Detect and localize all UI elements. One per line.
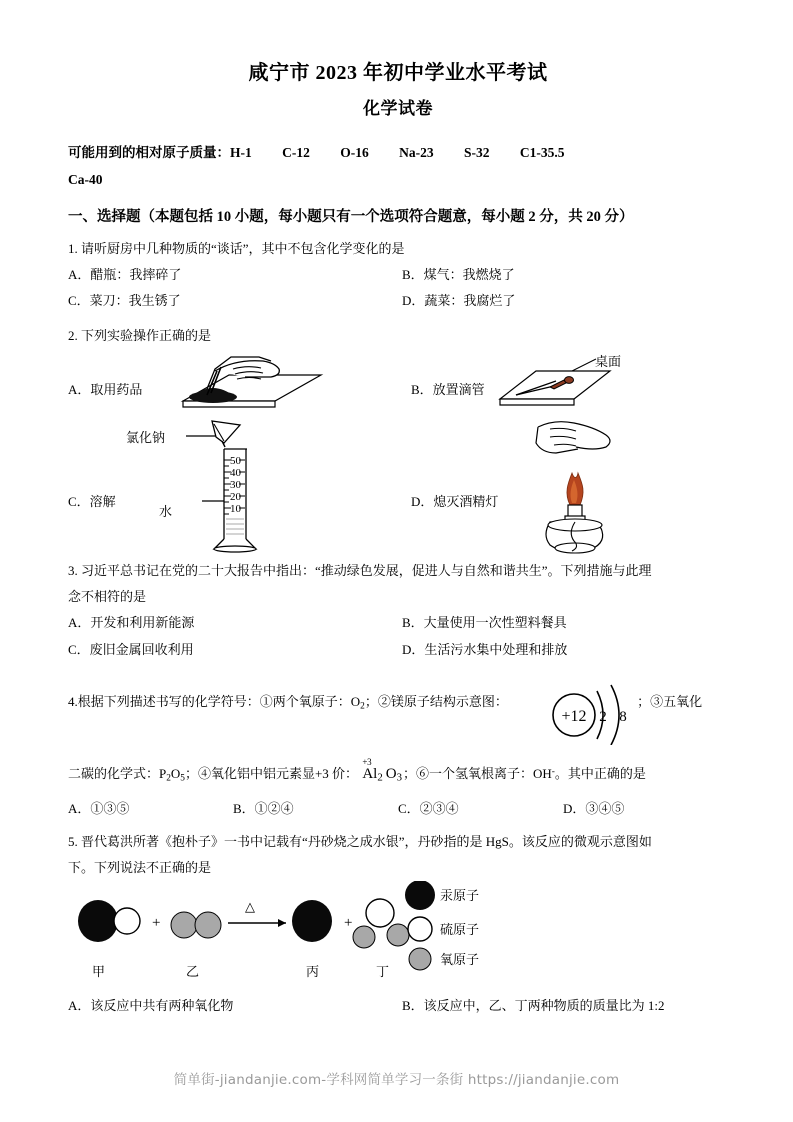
- oxygen-atom-swatch: [409, 948, 431, 970]
- svg-text:40: 40: [230, 466, 241, 479]
- question-3-option-a[interactable]: A．开发和利用新能源: [68, 614, 195, 630]
- atom-shell-2-electrons: 8: [619, 709, 627, 726]
- dissolving-figure: [184, 419, 314, 554]
- atomic-masses-line-2: Ca-40: [68, 172, 103, 187]
- question-1-option-c[interactable]: C．菜刀：我生锈了: [68, 293, 181, 309]
- aluminium-symbol: Al: [362, 765, 378, 782]
- aluminium-subscript: 2: [377, 771, 383, 784]
- oxygen-subscript: 2: [360, 701, 365, 712]
- substance-label-yi: 乙: [186, 963, 200, 979]
- question-3-stem: [68, 558, 728, 584]
- water-label: 水: [159, 503, 173, 519]
- sulfur-atom-swatch: [408, 917, 432, 941]
- question-2-figures: [68, 351, 728, 556]
- atom-nucleus-charge: +12: [561, 708, 587, 726]
- question-3-option-c[interactable]: C．废旧金属回收利用: [68, 641, 194, 657]
- question-2-stem: [68, 323, 728, 349]
- question-4-text-line-2a: 二碳的化学式：P: [68, 766, 167, 782]
- svg-text:△: △: [245, 898, 255, 914]
- question-3-options-row-2: [68, 637, 728, 664]
- question-4-option-c[interactable]: C．②③④: [398, 801, 459, 817]
- reaction-molecule-diagram: [72, 887, 442, 963]
- legend-label-sulfur: 硫原子: [440, 921, 480, 937]
- magnesium-atom-structure-diagram: [547, 681, 665, 745]
- question-4-text-part-1b: ；②镁原子结构示意图：: [364, 694, 508, 710]
- question-4-stem-line-2: [68, 756, 728, 788]
- svg-text:50: 50: [230, 454, 241, 467]
- svg-text:+: +: [344, 914, 353, 931]
- question-4-option-b[interactable]: B．①②④: [233, 801, 294, 817]
- question-2-option-c[interactable]: C．溶解: [68, 493, 116, 509]
- svg-text:+: +: [152, 914, 161, 931]
- hydroxide-charge: -: [551, 767, 555, 777]
- svg-text:30: 30: [230, 478, 241, 491]
- question-4-options-row: [68, 796, 728, 823]
- question-3-text-line-2: 念不相符的是: [68, 588, 147, 604]
- atomic-masses-line-1: 可能用到的相对原子质量：H-1 C-12 O-16 Na-23 S-32 C1-35.5: [68, 145, 565, 160]
- page-content: [68, 58, 728, 1020]
- question-5-microscopic-diagram: [68, 887, 728, 985]
- question-4-text-line-2c: ；⑥一个氢氧根离子：OH: [402, 766, 552, 782]
- legend-label-mercury: 汞原子: [440, 887, 480, 903]
- page-subtitle: 化学试卷: [363, 99, 433, 118]
- question-5-text-line-2: 下。下列说法不正确的是: [68, 859, 212, 875]
- question-3-number: 3.: [68, 562, 78, 578]
- question-5-option-b[interactable]: B．该反应中，乙、丁两种物质的质量比为 1:2: [402, 997, 665, 1013]
- question-4-text-line-2b: ；④氧化铝中铝元素显+3 价：: [184, 766, 359, 782]
- question-1-option-b[interactable]: B．煤气：我燃烧了: [402, 266, 515, 282]
- substance-label-bing: 丙: [306, 963, 320, 979]
- question-4-text-part-1c: ；③五氧化: [637, 694, 703, 710]
- atom-shell-1-electrons: 2: [599, 709, 607, 726]
- question-4-text-part-1: 根据下列描述书写的化学符号：①两个氧原子：O: [77, 694, 361, 710]
- legend-label-oxygen: 氧原子: [440, 951, 480, 967]
- question-1-stem: [68, 236, 728, 262]
- question-5-stem-line-1: [68, 829, 728, 855]
- question-4-stem-line-1: [68, 689, 728, 765]
- page-title: 咸宁市 2023 年初中学业水平考试: [248, 62, 548, 84]
- oxygen-symbol: O: [385, 765, 397, 782]
- question-4-text-line-2d: 。其中正确的是: [554, 766, 646, 782]
- question-4-option-a[interactable]: A．①③⑤: [68, 801, 130, 817]
- oxide-subscript: 5: [180, 773, 185, 784]
- svg-text:20: 20: [230, 490, 241, 503]
- question-1-option-d[interactable]: D．蔬菜：我腐烂了: [402, 293, 516, 309]
- question-2-option-d[interactable]: D．熄灭酒精灯: [411, 493, 499, 509]
- question-2-text: 下列实验操作正确的是: [81, 327, 212, 343]
- question-2-number: 2.: [68, 327, 78, 343]
- sodium-chloride-label: 氯化钠: [126, 429, 166, 445]
- svg-text:10: 10: [230, 502, 241, 515]
- question-1-option-a[interactable]: A．醋瓶：我摔碎了: [68, 266, 182, 282]
- taking-reagent-figure: [171, 355, 331, 421]
- question-1-text: 请听厨房中几种物质的“谈话”，其中不包含化学变化的是: [81, 240, 405, 256]
- legend-swatches: [400, 881, 440, 971]
- question-4-number: 4.: [68, 694, 78, 710]
- question-5-option-a[interactable]: A．该反应中共有两种氧化物: [68, 997, 234, 1013]
- question-1-options-row-2: [68, 288, 728, 315]
- question-4-option-d[interactable]: D．③④⑤: [563, 801, 625, 817]
- question-3-options-row-1: [68, 610, 728, 637]
- question-5-number: 5.: [68, 833, 78, 849]
- substance-label-jia: 甲: [92, 963, 106, 979]
- footer-watermark: 简单街-jiandanjie.com-学科网简单学习一条街 https://jiandanjie.com: [173, 1072, 620, 1088]
- aluminium-oxide-formula: [361, 756, 403, 784]
- section-heading: 一、选择题（本题包括 10 小题，每小题只有一个选项符合题意，每小题 2 分，共 20 分）: [68, 209, 634, 225]
- question-3-option-d[interactable]: D．生活污水集中处理和排放: [402, 641, 568, 657]
- question-3-option-b[interactable]: B．大量使用一次性塑料餐具: [402, 614, 567, 630]
- phosphorus-subscript: 2: [166, 773, 171, 784]
- extinguishing-alcohol-lamp-figure: [520, 417, 640, 557]
- question-2-option-b[interactable]: B．放置滴管: [411, 381, 485, 397]
- question-3-text-line-1: 习近平总书记在党的二十大报告中指出：“推动绿色发展，促进人与自然和谐共生”。下列措施与此理: [81, 562, 652, 578]
- oxygen-count-subscript: 3: [396, 771, 402, 784]
- substance-label-ding: 丁: [376, 963, 390, 979]
- oxide-symbol-o: O: [170, 766, 181, 782]
- aluminium-valence-label: +3: [362, 756, 372, 767]
- question-5-text-line-1: 晋代葛洪所著《抱朴子》一书中记载有“丹砂烧之成水银”，丹砂指的是 HgS。该反应的微观示意图如: [81, 833, 652, 849]
- question-1-number: 1.: [68, 240, 78, 256]
- question-5-options-row: [68, 993, 728, 1020]
- question-1-options-row-1: [68, 262, 728, 289]
- question-2-option-a[interactable]: A．取用药品: [68, 381, 143, 397]
- mercury-atom-swatch: [405, 881, 435, 910]
- table-surface-label: 桌面: [595, 353, 622, 369]
